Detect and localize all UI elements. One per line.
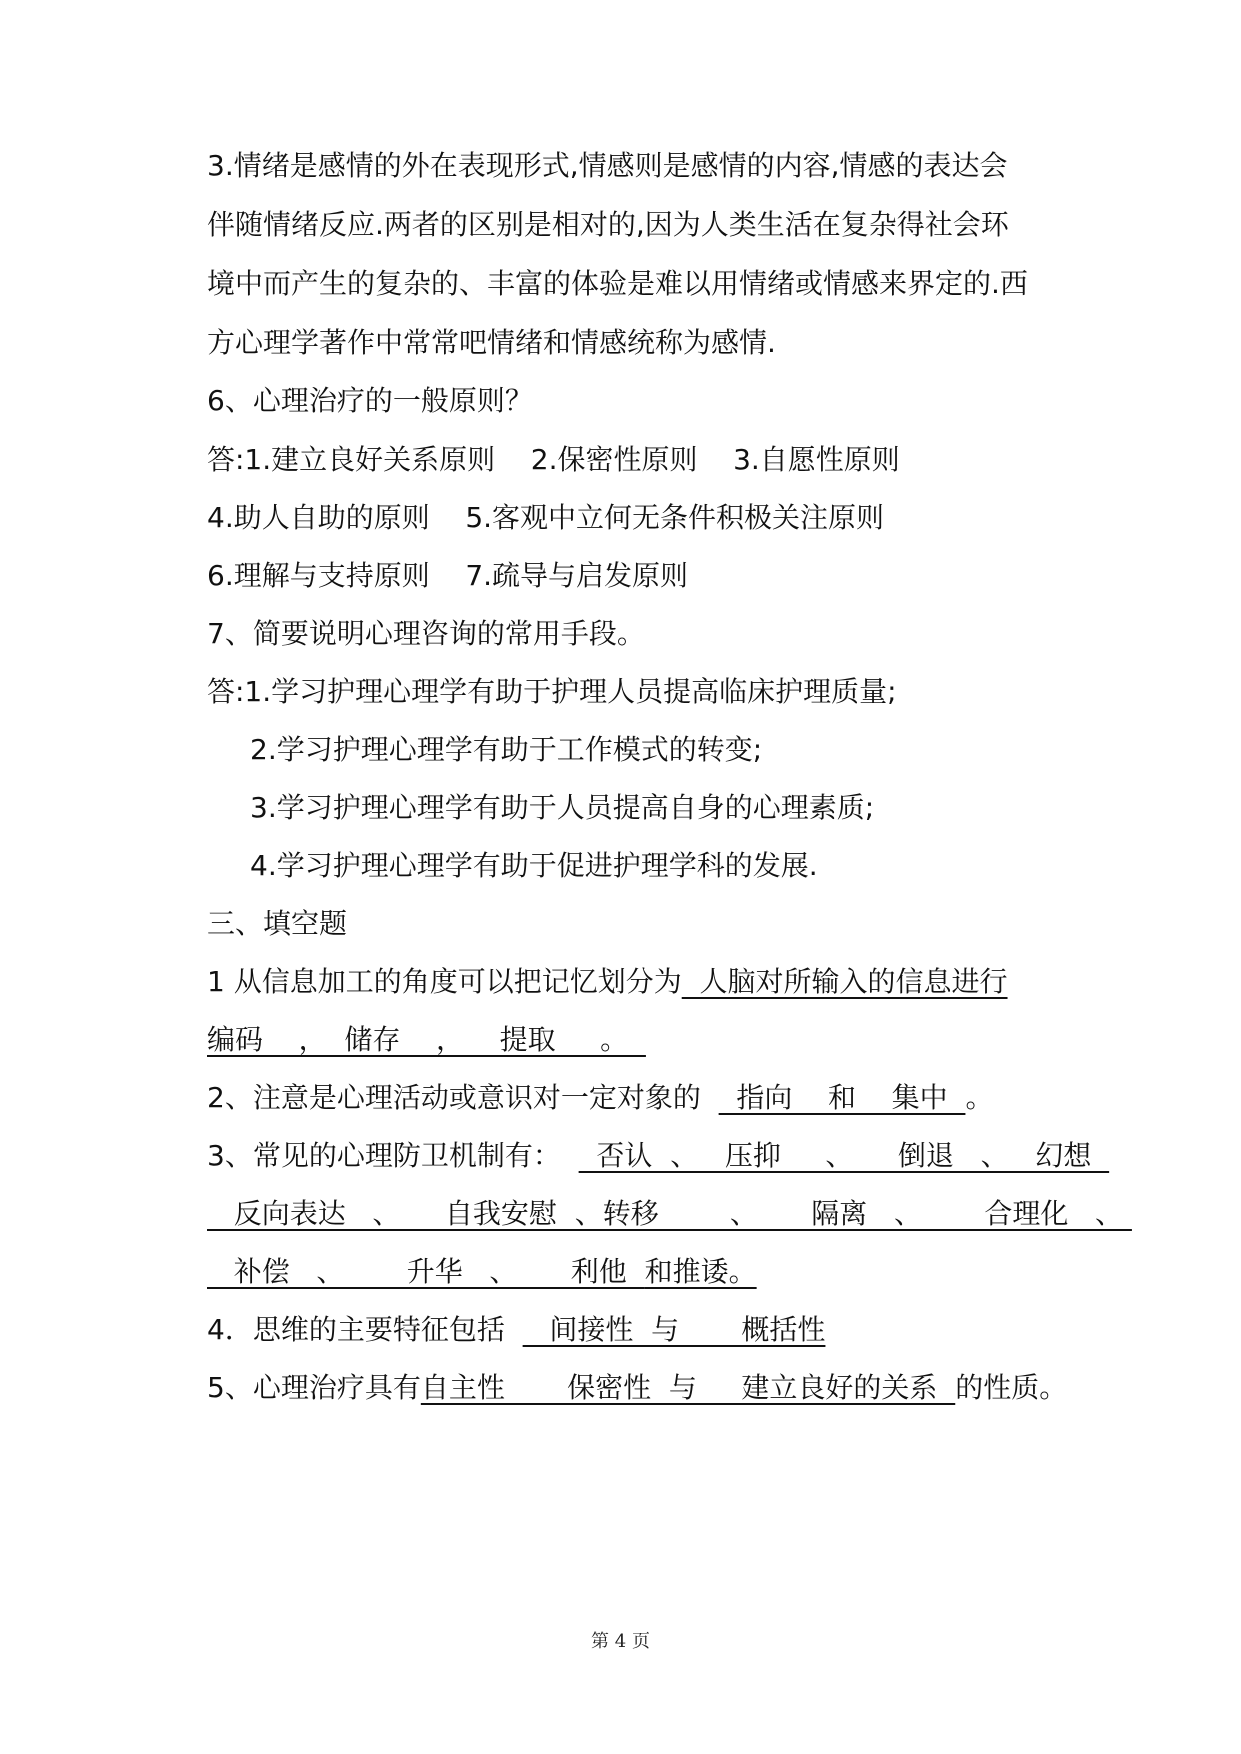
answer-line: 6.理解与支持原则 7.疏导与启发原则 xyxy=(207,559,689,592)
answer-blank: 编码 ， 储存 ， 提取 。 xyxy=(207,1023,646,1056)
fill-question-5 xyxy=(207,1368,1067,1408)
fill-question-2 xyxy=(207,1078,993,1118)
answer-line: 答:1.学习护理心理学有助于护理人员提高临床护理质量; xyxy=(207,675,897,708)
question-text: 3、常见的心理防卫机制有： xyxy=(207,1139,579,1172)
answer-line: 4.学习护理心理学有助于促进护理学科的发展. xyxy=(250,849,818,882)
paragraph-line: 境中而产生的复杂的、丰富的体验是难以用情绪或情感来界定的.西 xyxy=(207,267,1028,300)
fill-question-4 xyxy=(207,1310,825,1350)
answer-blank: 间接性 与 概括性 xyxy=(522,1313,826,1346)
paragraph-line: 方心理学著作中常常吧情绪和情感统称为感情. xyxy=(207,326,776,359)
answer-blank: 否认 、 压抑 、 倒退 、 幻想 xyxy=(578,1139,1110,1172)
question-text: 4．思维的主要特征包括 xyxy=(207,1313,523,1346)
fill-question-1-cont xyxy=(207,1020,646,1060)
answer-blank: 和推诿。 xyxy=(644,1255,757,1288)
answer-line: 答:1.建立良好关系原则 2.保密性原则 3.自愿性原则 xyxy=(207,443,900,476)
fill-question-3 xyxy=(207,1136,1109,1176)
answer-line: 4.助人自助的原则 5.客观中立何无条件积极关注原则 xyxy=(207,501,885,534)
answer-line: 2.学习护理心理学有助于工作模式的转变; xyxy=(250,733,763,766)
paragraph-line: 伴随情绪反应.两者的区别是相对的,因为人类生活在复杂得社会环 xyxy=(207,208,1009,241)
answer-blank: 自主性 保密性 与 建立良好的关系 xyxy=(420,1371,956,1404)
answer-line: 3.学习护理心理学有助于人员提高自身的心理素质; xyxy=(250,791,875,824)
question-text: 5、心理治疗具有 xyxy=(207,1371,421,1404)
answer-blank: 补偿 、 升华 、 利他 xyxy=(207,1255,645,1288)
fill-question-3-cont xyxy=(207,1194,1132,1234)
page-number: 第 4 页 xyxy=(591,1631,650,1652)
answer-blank: 反向表达 、 自我安慰 、转移 、 隔离 、 合理化 、 xyxy=(207,1197,1132,1230)
paragraph-line: 3.情绪是感情的外在表现形式,情感则是感情的内容,情感的表达会 xyxy=(207,149,1008,182)
answer-blank: 人脑对所输入的信息进行 xyxy=(681,965,1008,998)
section-title: 三、填空题 xyxy=(207,907,348,940)
question-text: 。 xyxy=(965,1081,994,1114)
question-text: 的性质。 xyxy=(955,1371,1068,1404)
fill-question-3-cont xyxy=(207,1252,757,1292)
question-6: 6、心理治疗的一般原则？ xyxy=(207,384,533,417)
answer-blank: 指向 和 集中 xyxy=(718,1081,966,1114)
question-text: 1 从信息加工的角度可以把记忆划分为 xyxy=(207,965,682,998)
question-text: 2、注意是心理活动或意识对一定对象的 xyxy=(207,1081,719,1114)
question-7: 7、简要说明心理咨询的常用手段。 xyxy=(207,617,645,650)
fill-question-1 xyxy=(207,962,1008,1002)
